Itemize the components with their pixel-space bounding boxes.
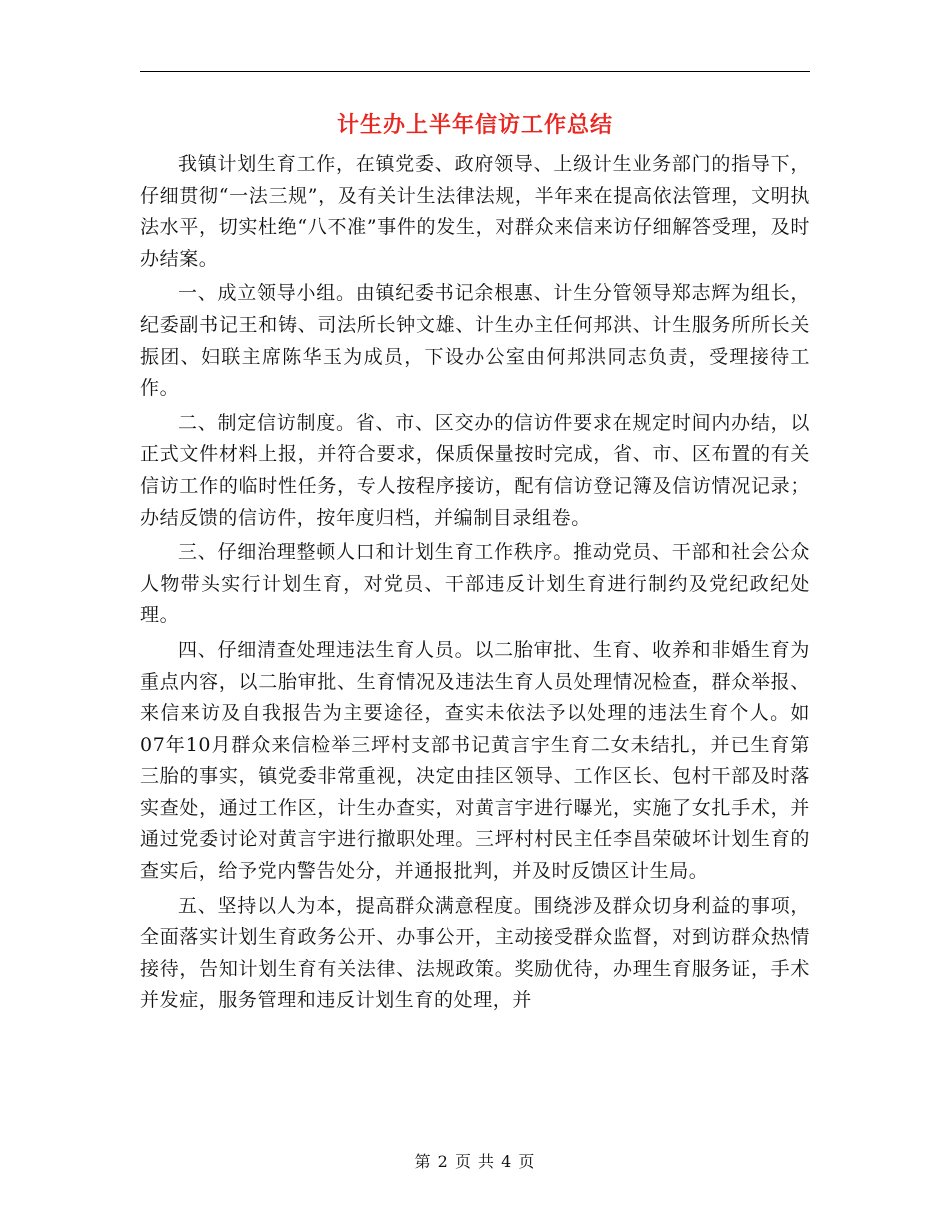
paragraph-section-4: 四、仔细清查处理违法生育人员。以二胎审批、生育、收养和非婚生育为重点内容，以二胎审批、生育情况及违法生育人员处理情况检查，群众举报、来信来访及自我报告为主要途径，查实未依法予以处理的违法生育个人。如07年10月群众来信检举三坪村支部书记黄言宇生育二女未结扎，并已生育第三胎的事实，镇党委非常重视，决定由挂区领导、工作区长、包村干部及时落实查处，通过工作区，计生办查实，对黄言宇进行曝光，实施了女扎手术，并通过党委讨论对黄言宇进行撤职处理。三坪村村民主任李昌荣破坏计划生育的查实后，给予党内警告处分，并通报批判，并及时反馈区计生局。 <box>140 638 810 883</box>
header-rule <box>140 71 810 72</box>
paragraph-section-3: 三、仔细治理整顿人口和计划生育工作秩序。推动党员、干部和社会公众人物带头实行计划生育，对党员、干部违反计划生育进行制约及党纪政纪处理。 <box>140 541 810 627</box>
paragraph-section-2: 二、制定信访制度。省、市、区交办的信访件要求在规定时间内办结，以正式文件材料上报，并符合要求，保质保量按时完成，省、市、区布置的有关信访工作的临时性任务，专人按程序接访，配有信访登记簿及信访情况记录；办结反馈的信访件，按年度归档，并编制目录组卷。 <box>140 411 810 529</box>
paragraph-intro: 我镇计划生育工作，在镇党委、政府领导、上级计生业务部门的指导下，仔细贯彻“一法三规”，及有关计生法律法规，半年来在提高依法管理，文明执法水平，切实杜绝“八不准”事件的发生，对群众来信来访仔细解答受理，及时办结案。 <box>140 153 810 270</box>
paragraph-section-1: 一、成立领导小组。由镇纪委书记余根惠、计生分管领导郑志辉为组长，纪委副书记王和铸、司法所长钟文雄、计生办主任何邦洪、计生服务所所长关振团、妇联主席陈华玉为成员，下设办公室由何邦洪同志负责，受理接待工作。 <box>140 282 810 400</box>
paragraph-section-5: 五、坚持以人为本，提高群众满意程度。围绕涉及群众切身利益的事项，全面落实计划生育政务公开、办事公开，主动接受群众监督，对到访群众热情接待，告知计划生育有关法律、法规政策。奖励优待，办理生育服务证，手术并发症，服务管理和违反计划生育的处理，并 <box>140 894 810 1012</box>
document-title: 计生办上半年信访工作总结 <box>336 113 613 138</box>
document-body <box>140 149 810 1020</box>
page-number: 第 2 页 共 4 页 <box>414 1152 536 1171</box>
